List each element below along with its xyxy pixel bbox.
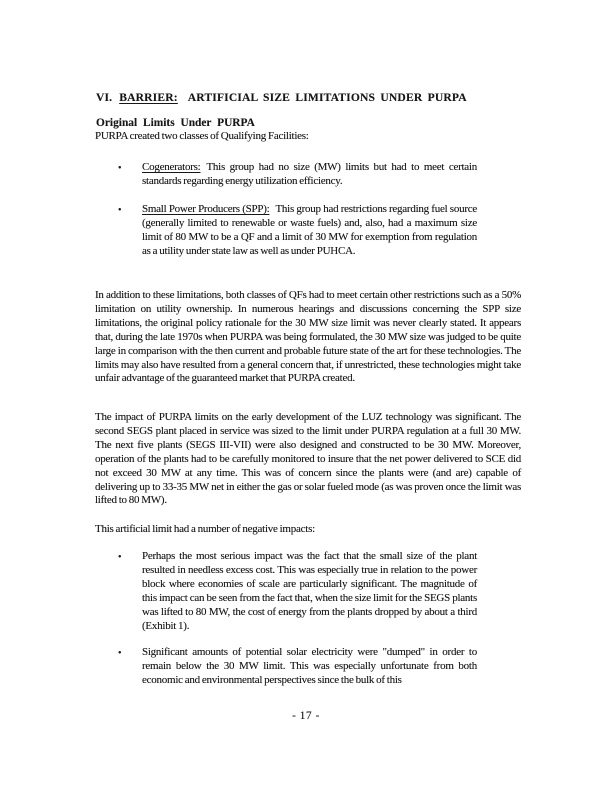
section-title (96, 91, 467, 104)
bullet-marker-icon: • (118, 552, 122, 563)
barrier-label: BARRIER: (119, 91, 178, 104)
subsection-heading: Original Limits Under PURPA (96, 117, 255, 129)
bullet-lead-spp: Small Power Producers (SPP): (142, 203, 270, 215)
impact-paragraph: The impact of PURPA limits on the early development of the LUZ technology was significant. The second SEGS plant placed in service was sized to the limit under PURPA regulation at a full 30 MW. The next five plants (SEGS III-VII) were also designed and constructed to be 30 MW. Moreover, operation of the plants had to be carefully monitored to insure that the net power delivered to SCE did not exceed 30 MW at any time. This was of concern since the plants were (and are) capable of delivering up to 33-35 MW net in either the gas or solar fueled mode (as was proven once the limit was lifted to 80 MW). (95, 411, 521, 507)
bullet-item-dumped-electricity (115, 646, 477, 688)
bullet-item-small-power-producers (115, 203, 477, 259)
bullet-marker-icon: • (118, 163, 122, 174)
negative-impacts-intro: This artificial limit had a number of negative impacts: (95, 523, 315, 535)
bullet-text: This group had no size (MW) limits but had to meet certain standards regarding energy utilization efficiency. (142, 161, 477, 187)
bullet-lead-cogenerators: Cogenerators: (142, 161, 201, 173)
bullet-text: Perhaps the most serious impact was the fact that the small size of the plant resulted in needless excess cost. This was especially true in relation to the power block where economies of scale are particularly significant. The magnitude of this impact can be seen from the fact that, when the size limit for the SEGS plants was lifted to 80 MW, the cost of energy from the plants dropped by about a third (Exhibit 1). (142, 550, 477, 632)
bullet-item-cogenerators (115, 161, 477, 189)
section-title-text: ARTIFICIAL SIZE LIMITATIONS UNDER PURPA (187, 91, 467, 104)
bullet-marker-icon: • (118, 648, 122, 659)
bullet-item-excess-cost (115, 550, 477, 633)
bullet-marker-icon: • (118, 205, 122, 216)
section-numeral: VI. (96, 91, 113, 104)
limitations-paragraph: In addition to these limitations, both classes of QFs had to meet certain other restrictions such as a 50% limitation on utility ownership. In numerous hearings and discussions concerning the SPP size limitations, the original policy rationale for the 30 MW size limit was never clearly stated. It appears that, during the late 1970s when PURPA was being formulated, the 30 MW size was judged to be quite large in comparison with the then current and probable future state of the art for these technologies. The limits may also have resulted from a general concern that, if unrestricted, these technologies might take unfair advantage of the guaranteed market that PURPA created. (95, 289, 521, 385)
intro-paragraph: PURPA created two classes of Qualifying Facilities: (95, 130, 309, 142)
bullet-text: This group had restrictions regarding fuel source (generally limited to renewable or waste fuels) and, also, had a maximum size limit of 80 MW to be a QF and a limit of 30 MW for exemption from regulation as a utility under state law as well as under PUHCA. (142, 203, 477, 257)
page-number: - 17 - (292, 710, 320, 722)
bullet-text: Significant amounts of potential solar electricity were "dumped" in order to remain below the 30 MW limit. This was especially unfortunate from both economic and environmental perspectives since the bulk of this (142, 646, 477, 686)
